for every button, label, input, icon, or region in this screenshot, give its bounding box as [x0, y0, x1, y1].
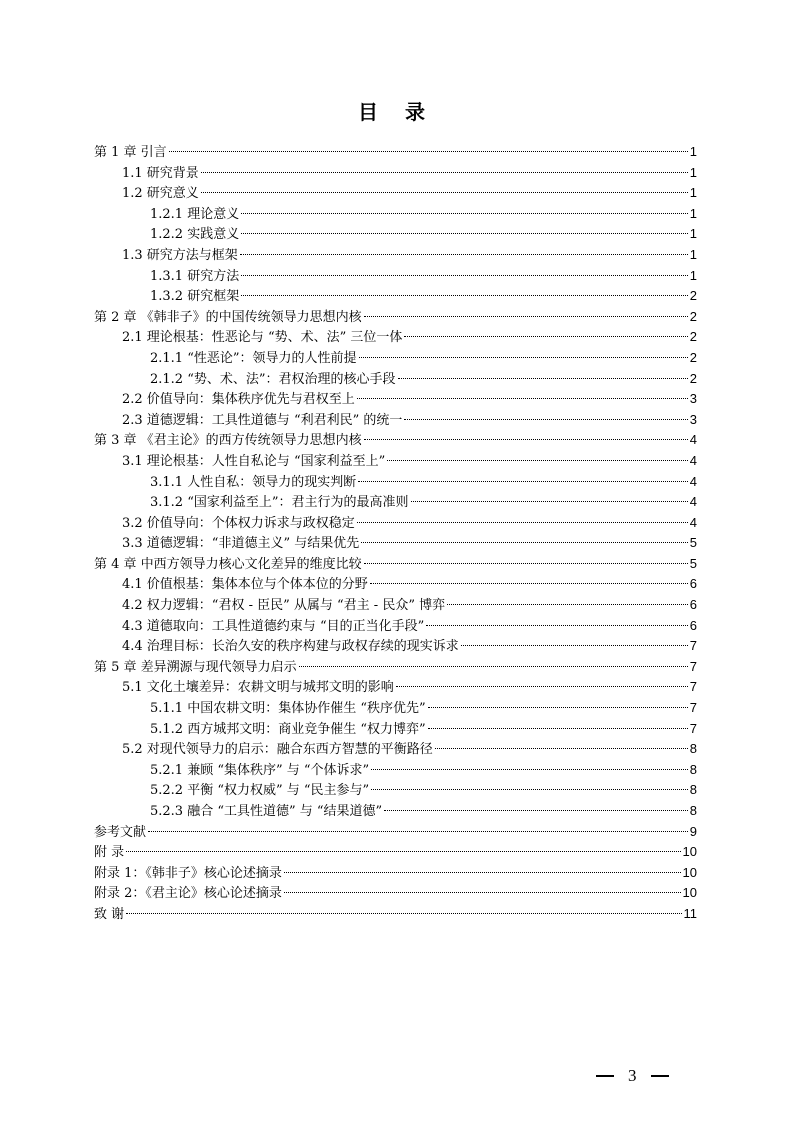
- toc-entry-label: 5.1 文化土壤差异：农耕文明与城邦文明的影响: [122, 680, 394, 696]
- toc-entry-label: 5.2.2 平衡 “权力权威” 与 “民主参与”: [150, 783, 370, 799]
- toc-entry-label: 1.3.2 研究框架: [150, 289, 240, 305]
- toc-entry-label: 第 4 章 中西方领导力核心文化差异的维度比较: [94, 556, 362, 572]
- toc-entry-page: 2: [689, 329, 697, 345]
- toc-dot-leader: [435, 748, 688, 749]
- toc-entry-label: 2.2 价值导向：集体秩序优先与君权至上: [122, 392, 355, 408]
- toc-entry-page: 10: [682, 885, 697, 901]
- toc-entry-label: 3.1.2 “国家利益至上”：君主行为的最高准则: [150, 495, 409, 511]
- toc-dot-leader: [426, 625, 688, 626]
- toc-dot-leader: [359, 357, 688, 358]
- toc-dot-leader: [404, 336, 687, 337]
- toc-entry[interactable]: [94, 430, 697, 451]
- toc-dot-leader: [404, 419, 687, 420]
- toc-entry[interactable]: [94, 327, 697, 348]
- toc-dot-leader: [371, 769, 688, 770]
- toc-dot-leader: [241, 233, 688, 234]
- toc-entry-page: 1: [689, 246, 697, 262]
- toc-entry[interactable]: [94, 533, 697, 554]
- toc-entry[interactable]: [94, 719, 697, 740]
- toc-entry[interactable]: [94, 492, 697, 513]
- toc-dot-leader: [384, 810, 688, 811]
- toc-dot-leader: [357, 522, 688, 523]
- toc-dot-leader: [370, 583, 688, 584]
- toc-dot-leader: [241, 295, 688, 296]
- toc-entry-label: 4.1 价值根基：集体本位与个体本位的分野: [122, 577, 368, 593]
- toc-entry-label: 1.3.1 研究方法: [150, 268, 240, 284]
- toc-entry-page: 6: [689, 576, 697, 592]
- toc-dot-leader: [169, 151, 688, 152]
- toc-entry-page: 5: [689, 535, 697, 551]
- toc-entry[interactable]: [94, 616, 697, 637]
- toc-entry-label: 3.2 价值导向：个体权力诉求与政权稳定: [122, 515, 355, 531]
- toc-entry[interactable]: [94, 142, 697, 163]
- toc-entry-page: 1: [689, 267, 697, 283]
- toc-dot-leader: [461, 645, 688, 646]
- toc-dot-leader: [447, 604, 688, 605]
- toc-entry-label: 附录 1：《韩非子》核心论述摘录: [94, 865, 282, 881]
- toc-entry-page: 9: [689, 823, 697, 839]
- toc-entry-label: 5.2.1 兼顾 “集体秩序” 与 “个体诉求”: [150, 762, 370, 778]
- toc-entry-label: 2.1.1 “性恶论”：领导力的人性前提: [150, 350, 357, 366]
- toc-dot-leader: [387, 460, 688, 461]
- toc-dot-leader: [126, 851, 680, 852]
- toc-entry-page: 8: [689, 803, 697, 818]
- toc-dot-leader: [201, 192, 688, 193]
- toc-dot-leader: [240, 254, 688, 255]
- toc-dot-leader: [364, 439, 688, 440]
- toc-entry[interactable]: [94, 760, 697, 781]
- toc-entry-label: 5.1.2 西方城邦文明：商业竞争催生 “权力博弈”: [150, 721, 426, 737]
- toc-entry-label: 4.2 权力逻辑：“君权 - 臣民” 从属与 “君主 - 民众” 博弈: [122, 598, 446, 614]
- toc-entry[interactable]: [94, 451, 697, 472]
- toc-entry[interactable]: [94, 780, 697, 801]
- toc-dot-leader: [357, 398, 688, 399]
- toc-entry-label: 第 2 章 《韩非子》的中国传统领导力思想内核: [94, 309, 362, 325]
- toc-dot-leader: [241, 213, 688, 214]
- toc-entry-page: 7: [689, 638, 697, 654]
- toc-entry-label: 4.3 道德取向：工具性道德约束与 “目的正当化手段”: [122, 618, 425, 634]
- toc-entry-page: 1: [689, 185, 697, 201]
- toc-entry-page: 11: [683, 905, 697, 921]
- toc-entry-label: 3.1.1 人性自私：领导力的现实判断: [150, 474, 357, 490]
- toc-dot-leader: [361, 542, 688, 543]
- toc-dot-leader: [396, 686, 688, 687]
- toc-entry[interactable]: [94, 472, 697, 493]
- toc-entry-page: 6: [689, 597, 697, 613]
- toc-entry-label: 1.2.1 理论意义: [150, 206, 240, 222]
- toc-entry-label: 1.2.2 实践意义: [150, 227, 240, 243]
- toc-entry[interactable]: [94, 369, 697, 390]
- toc-entry-label: 2.1 理论根基：性恶论与 “势、术、法” 三位一体: [122, 330, 403, 346]
- toc-entry-page: 4: [689, 473, 697, 489]
- toc-dot-leader: [364, 563, 688, 564]
- toc-dot-leader: [241, 275, 688, 276]
- toc-entry[interactable]: [94, 904, 697, 925]
- toc-entry-page: 7: [689, 658, 697, 674]
- toc-entry-page: 1: [689, 205, 697, 221]
- toc-entry-label: 5.1.1 中国农耕文明：集体协作催生 “秩序优先”: [150, 701, 426, 717]
- toc-dot-leader: [299, 666, 688, 667]
- toc-entry[interactable]: [94, 822, 697, 843]
- toc-entry-page: 7: [689, 700, 697, 716]
- toc-entry[interactable]: [94, 348, 697, 369]
- toc-entry-page: 7: [689, 679, 697, 695]
- toc-entry-page: 5: [689, 555, 697, 571]
- toc-entry-label: 3.3 道德逻辑：“非道德主义” 与结果优先: [122, 536, 360, 552]
- toc-entry-label: 第 5 章 差异溯源与现代领导力启示: [94, 659, 297, 675]
- toc-entry[interactable]: [94, 183, 697, 204]
- toc-entry-label: 第 1 章 引言: [94, 145, 167, 160]
- toc-entry-page: 4: [689, 494, 697, 510]
- toc-entry[interactable]: [94, 801, 697, 822]
- toc-entry-page: 7: [689, 720, 697, 736]
- toc-entry[interactable]: [94, 204, 697, 225]
- toc-entry-page: 2: [689, 349, 697, 365]
- footer-left-dash: [596, 1075, 614, 1077]
- toc-entry-label: 4.4 治理目标：长治久安的秩序构建与政权存续的现实诉求: [122, 639, 459, 655]
- toc-entry-label: 5.2.3 融合 “工具性道德” 与 “结果道德”: [150, 804, 383, 819]
- toc-entry[interactable]: [94, 163, 697, 184]
- toc-entry[interactable]: [94, 677, 697, 698]
- toc-entry[interactable]: [94, 554, 697, 575]
- toc-entry-label: 附 录: [94, 845, 125, 861]
- toc-entry[interactable]: [94, 224, 697, 245]
- toc-entry[interactable]: [94, 410, 697, 431]
- toc-entry-label: 附录 2：《君主论》核心论述摘录: [94, 886, 282, 902]
- toc-entry[interactable]: [94, 286, 697, 307]
- toc-entry-page: 8: [689, 782, 697, 798]
- toc-entry-label: 第 3 章 《君主论》的西方传统领导力思想内核: [94, 433, 362, 449]
- toc-entry-page: 4: [689, 432, 697, 448]
- toc-entry-page: 4: [689, 514, 697, 530]
- toc-entry[interactable]: [94, 307, 697, 328]
- toc-entry-page: 10: [682, 844, 697, 860]
- toc-entry-page: 2: [689, 308, 697, 324]
- toc-entry-label: 1.2 研究意义: [122, 186, 199, 202]
- toc-entry-page: 8: [689, 761, 697, 777]
- page-title: 目 录: [358, 100, 435, 124]
- toc-entry-label: 5.2 对现代领导力的启示：融合东西方智慧的平衡路径: [122, 742, 433, 758]
- toc-entry-label: 3.1 理论根基：人性自私论与 “国家利益至上”: [122, 453, 386, 469]
- toc-entry[interactable]: [94, 266, 697, 287]
- toc-entry-page: 10: [682, 864, 697, 880]
- toc-entry-page: 3: [689, 391, 697, 407]
- toc-entry-label: 1.1 研究背景: [122, 165, 199, 181]
- toc-entry[interactable]: [94, 636, 697, 657]
- toc-dot-leader: [398, 378, 688, 379]
- toc-dot-leader: [148, 831, 688, 832]
- toc-entry-label: 1.3 研究方法与框架: [122, 247, 238, 263]
- toc-dot-leader: [358, 481, 688, 482]
- toc-entry[interactable]: [94, 739, 697, 760]
- toc-dot-leader: [411, 501, 688, 502]
- footer-page-number: 3: [628, 1066, 637, 1085]
- toc-dot-leader: [126, 913, 681, 914]
- toc-entry[interactable]: [94, 842, 697, 863]
- toc-entry-page: 8: [689, 741, 697, 757]
- toc-entry[interactable]: [94, 513, 697, 534]
- toc-dot-leader: [364, 316, 688, 317]
- page-footer: [596, 1066, 669, 1086]
- toc-entry-page: 1: [689, 144, 697, 159]
- toc-entry[interactable]: [94, 883, 697, 904]
- toc-entry[interactable]: [94, 657, 697, 678]
- toc-entry-page: 4: [689, 452, 697, 468]
- toc-entry-label: 参考文献: [94, 824, 147, 840]
- toc-entry[interactable]: [94, 863, 697, 884]
- toc-entry[interactable]: [94, 245, 697, 266]
- toc-entry-page: 1: [689, 164, 697, 180]
- toc-dot-leader: [284, 872, 681, 873]
- footer-right-dash: [651, 1075, 669, 1077]
- toc-entry[interactable]: [94, 595, 697, 616]
- toc-dot-leader: [371, 789, 688, 790]
- toc-entry-page: 3: [689, 411, 697, 427]
- toc-entry[interactable]: [94, 389, 697, 410]
- toc-entry[interactable]: [94, 698, 697, 719]
- table-of-contents: [94, 142, 697, 925]
- toc-entry[interactable]: [94, 574, 697, 595]
- toc-entry-label: 2.1.2 “势、术、法”：君权治理的核心手段: [150, 371, 396, 387]
- toc-entry-page: 2: [689, 370, 697, 386]
- toc-entry-page: 2: [689, 288, 697, 304]
- toc-dot-leader: [201, 172, 688, 173]
- toc-dot-leader: [428, 728, 688, 729]
- toc-entry-page: 1: [689, 226, 697, 242]
- toc-entry-label: 致 谢: [94, 906, 125, 922]
- toc-entry-label: 2.3 道德逻辑：工具性道德与 “利君利民” 的统一: [122, 412, 403, 428]
- toc-dot-leader: [284, 892, 681, 893]
- toc-dot-leader: [428, 707, 688, 708]
- toc-entry-page: 6: [689, 617, 697, 633]
